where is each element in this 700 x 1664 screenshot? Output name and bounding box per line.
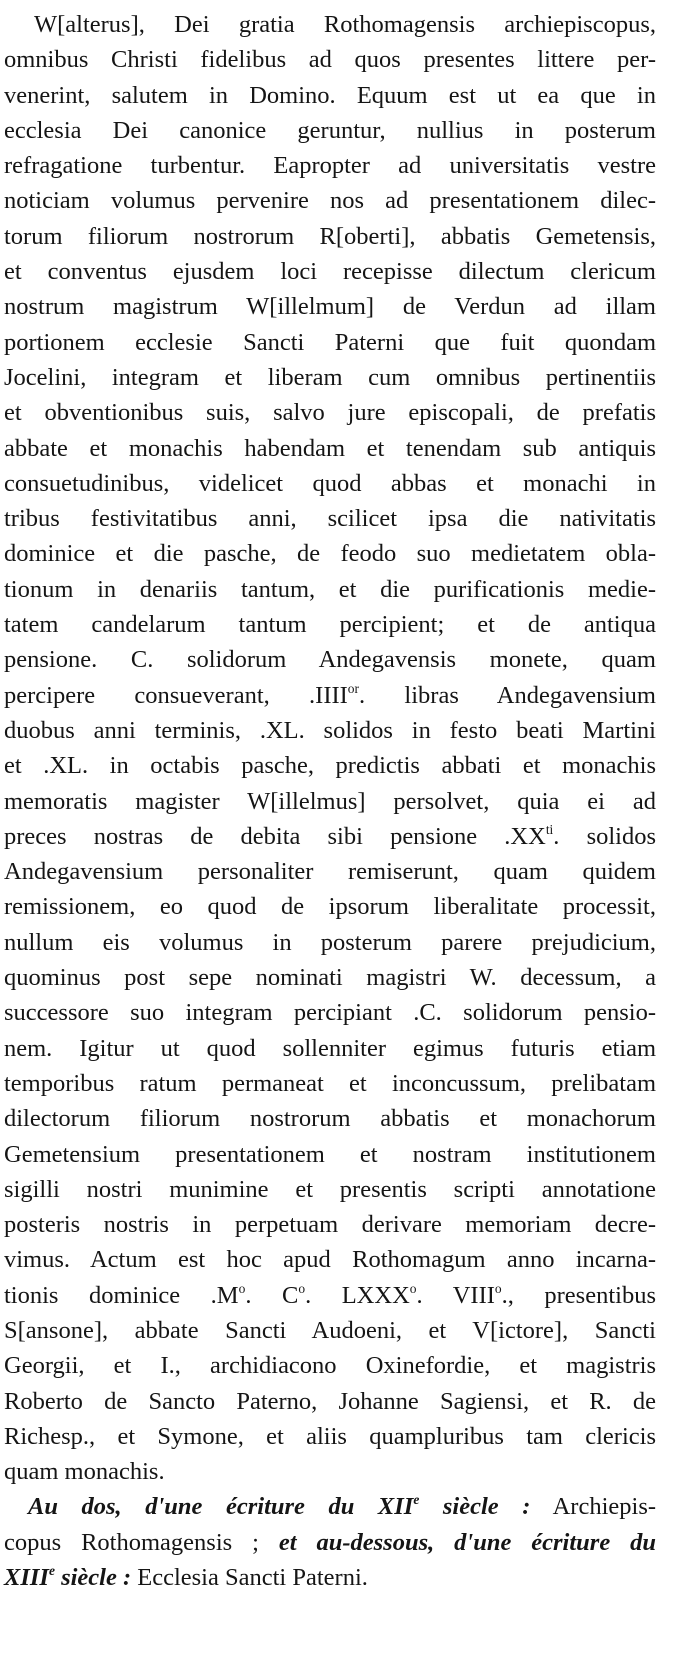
text-line: dominice et die pasche, de feodo suo medietatem obla-: [4, 540, 656, 568]
text-line: Roberto de Sancto Paterno, Johanne Sagiensi, et R. de: [4, 1387, 656, 1415]
text-line: dilectorum filiorum nostrorum abbatis et monachorum: [4, 1105, 656, 1133]
text-line: memoratis magister W[illelmus] persolvet, quia ei ad: [4, 787, 656, 815]
text-segment: . LXXX: [305, 1281, 410, 1309]
superscript: ti: [545, 821, 554, 837]
text-segment: . solidos: [553, 822, 656, 850]
text-line: omnibus Christi fidelibus ad quos presentes littere per-: [4, 46, 656, 74]
endorsement-note: [4, 1489, 656, 1595]
text-line: [4, 1278, 656, 1313]
text-line: portionem ecclesie Sancti Paterni que fuit quondam: [4, 328, 656, 356]
text-segment: Ecclesia Sancti Paterni.: [131, 1564, 368, 1592]
text-line: venerint, salutem in Domino. Equum est ut ea que in: [4, 81, 656, 109]
superscript: o: [409, 1280, 417, 1296]
text-line: nostrum magistrum W[illelmum] de Verdun ad illam: [4, 293, 656, 321]
text-segment: tionis dominice .M: [4, 1281, 239, 1309]
text-line: et .XL. in octabis pasche, predictis abbati et monachis: [4, 752, 656, 780]
text-line: remissionem, eo quod de ipsorum liberalitate processit,: [4, 893, 656, 921]
text-segment: . VIII: [416, 1281, 495, 1309]
text-line: nullum eis volumus in posterum parere prejudicium,: [4, 928, 656, 956]
superscript: e: [413, 1492, 420, 1508]
superscript: o: [494, 1280, 502, 1296]
text-line: vimus. Actum est hoc apud Rothomagum anno incarna-: [4, 1246, 656, 1274]
text-line: consuetudinibus, videlicet quod abbas et monachi in: [4, 469, 656, 497]
text-line: W[alterus], Dei gratia Rothomagensis archiepiscopus,: [34, 11, 656, 38]
text-line: tatem candelarum tantum percipient; et de antiqua: [4, 611, 656, 639]
text-line: duobus anni terminis, .XL. solidos in festo beati Martini: [4, 716, 656, 744]
text-line: posteris nostris in perpetuam derivare memoriam decre-: [4, 1211, 656, 1239]
text-segment: . libras Andegavensium: [359, 681, 656, 709]
text-line: [4, 1525, 656, 1560]
text-segment: preces nostras de debita sibi pensione .XX: [4, 822, 546, 850]
text-line: et obventionibus suis, salvo jure episcopali, de prefatis: [4, 399, 656, 427]
text-line: Richesp., et Symone, et aliis quampluribus tam clericis: [4, 1422, 656, 1450]
text-line: torum filiorum nostrorum R[oberti], abbatis Gemetensis,: [4, 222, 656, 250]
text-line: S[ansone], abbate Sancti Audoeni, et V[ictore], Sancti: [4, 1316, 656, 1344]
text-line: quam monachis.: [4, 1458, 165, 1486]
text-line: refragatione turbentur. Eapropter ad universitatis vestre: [4, 152, 656, 180]
text-line: [4, 1560, 656, 1595]
text-segment: . C: [245, 1281, 299, 1309]
text-line: abbate et monachis habendam et tenendam sub antiquis: [4, 434, 656, 462]
text-line: [4, 678, 656, 713]
text-line: [4, 819, 656, 854]
text-line: tribus festivitatibus anni, scilicet ipsa die nativitatis: [4, 505, 656, 533]
text-line: pensione. C. solidorum Andegavensis monete, quam: [4, 646, 656, 674]
text-line: noticiam volumus pervenire nos ad presentationem dilec-: [4, 187, 656, 215]
text-segment: percipere consueverant, .IIII: [4, 681, 348, 709]
italic-annotation: siècle :: [54, 1564, 132, 1592]
italic-annotation: et au-dessous, d'une écriture du: [258, 1528, 657, 1556]
text-line: Andegavensium personaliter remiserunt, quam quidem: [4, 858, 656, 886]
superscript: or: [347, 680, 360, 696]
document-page: [4, 7, 656, 1595]
superscript: e: [48, 1562, 55, 1578]
italic-annotation: Au dos, d'une écriture du XII: [28, 1493, 414, 1521]
text-line: nem. Igitur ut quod sollenniter egimus futuris etiam: [4, 1034, 656, 1062]
text-segment: copus Rothomagensis ;: [4, 1528, 259, 1556]
text-line: Jocelini, integram et liberam cum omnibus pertinentiis: [4, 363, 656, 391]
italic-annotation: siècle :: [419, 1493, 531, 1521]
text-segment: Archiepis-: [530, 1493, 657, 1521]
text-line: [4, 1489, 656, 1524]
text-line: Georgii, et I., archidiacono Oxinefordie, et magistris: [4, 1352, 656, 1380]
text-line: ecclesia Dei canonice geruntur, nullius in posterum: [4, 116, 656, 144]
text-line: successore suo integram percipiant .C. solidorum pensio-: [4, 999, 656, 1027]
italic-annotation: XIII: [4, 1564, 49, 1592]
text-line: quominus post sepe nominati magistri W. decessum, a: [4, 964, 656, 992]
superscript: o: [238, 1280, 246, 1296]
text-line: tionum in denariis tantum, et die purificationis medie-: [4, 575, 656, 603]
charter-text: [4, 7, 656, 1489]
text-line: et conventus ejusdem loci recepisse dilectum clericum: [4, 258, 656, 286]
text-line: sigilli nostri munimine et presentis scripti annotatione: [4, 1175, 656, 1203]
text-line: Gemetensium presentationem et nostram institutionem: [4, 1140, 656, 1168]
text-line: temporibus ratum permaneat et inconcussum, prelibatam: [4, 1069, 656, 1097]
text-segment: ., presentibus: [501, 1281, 656, 1309]
superscript: o: [298, 1280, 306, 1296]
